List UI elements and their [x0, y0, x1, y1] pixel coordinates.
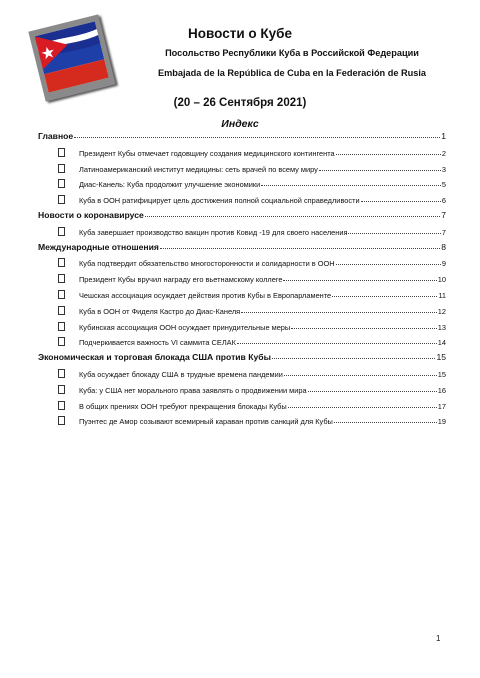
toc-page-number: 1 [441, 131, 446, 141]
embassy-name-spanish: Embajada de la República de Cuba en la Federación de Rusia [157, 68, 427, 78]
bullet-box-icon [58, 148, 65, 157]
dot-leader [348, 233, 440, 234]
toc-page-number: 8 [441, 241, 446, 252]
toc-page-number: 19 [437, 417, 446, 427]
toc-entry-title: Пуэнтес де Амор созывают всемирный караван против санкций для Кубы [79, 417, 333, 427]
toc-page-number: 2 [441, 148, 446, 158]
toc-item[interactable] [58, 289, 446, 300]
toc-page-number: 7 [441, 210, 446, 220]
bullet-box-icon [58, 385, 65, 394]
toc-entry-title: Главное [38, 131, 74, 141]
page-number: 1 [436, 634, 441, 643]
toc-item[interactable] [58, 194, 446, 205]
toc-page-number: 16 [437, 385, 446, 395]
toc-entry-title: Куба: у США нет морального права заявлять о продвижении мира [79, 385, 307, 395]
toc-section[interactable] [38, 210, 446, 220]
bullet-box-icon [58, 416, 65, 425]
dot-leader [145, 216, 440, 217]
toc-page-number: 17 [437, 401, 446, 411]
toc-entry-title: Диас-Канель: Куба продолжит улучшение экономики [79, 180, 261, 190]
toc-page-number: 13 [437, 322, 446, 332]
toc-entry-title: Президент Кубы вручил награду его вьетнамскому коллеге [79, 275, 283, 285]
bullet-box-icon [58, 369, 65, 378]
toc-entry-title: Латиноамериканский институт медицины: сеть врачей по всему миру [79, 164, 318, 174]
dot-leader [291, 328, 437, 329]
toc-page-number: 6 [441, 196, 446, 206]
index-heading: Индекс [221, 118, 259, 130]
bullet-box-icon [58, 290, 65, 299]
bullet-box-icon [58, 164, 65, 173]
toc-item[interactable] [58, 415, 446, 426]
bullet-box-icon [58, 195, 65, 204]
bullet-box-icon [58, 274, 65, 283]
toc-entry-title: Куба в ООН от Фиделя Кастро до Диас-Канеля [79, 306, 241, 316]
bullet-box-icon [58, 179, 65, 188]
toc-entry-title: В общих прениях ООН требуют прекращения блокады Кубы [79, 401, 287, 411]
toc-entry-title: Куба в ООН ратифицирует цель достижения полной социальной справедливости [79, 196, 360, 206]
toc-item[interactable] [58, 336, 446, 347]
dot-leader [332, 296, 437, 297]
toc-item[interactable] [58, 321, 446, 332]
bullet-box-icon [58, 337, 65, 346]
toc-item[interactable] [58, 273, 446, 284]
toc-entry-title: Экономическая и торговая блокада США против Кубы [38, 352, 271, 363]
toc-page-number: 12 [437, 306, 446, 316]
dot-leader [283, 280, 436, 281]
toc-page-number: 5 [441, 180, 446, 190]
toc-entry-title: Президент Кубы отмечает годовщину создания медицинского контингента [79, 148, 335, 158]
toc-page-number: 15 [436, 352, 446, 363]
toc-page-number: 9 [441, 259, 446, 269]
toc-entry-title: Куба подтвердит обязательство многосторонности и солидарности в ООН [79, 259, 335, 269]
bullet-box-icon [58, 322, 65, 331]
dot-leader [241, 312, 437, 313]
dot-leader [319, 170, 441, 171]
toc-item[interactable] [58, 305, 446, 316]
document-title: Новости о Кубе [188, 26, 292, 41]
dot-leader [237, 343, 437, 344]
dot-leader [284, 375, 437, 376]
toc-entry-title: Кубинская ассоциация ООН осуждает принудительные меры [79, 322, 291, 332]
dot-leader [334, 422, 437, 423]
toc-page-number: 14 [437, 338, 446, 348]
toc-item[interactable] [58, 368, 446, 379]
toc-section[interactable] [38, 242, 446, 252]
toc-entry-title: Международные отношения [38, 241, 159, 252]
dot-leader [336, 154, 441, 155]
toc-page-number: 7 [441, 227, 446, 237]
toc-section[interactable] [38, 131, 446, 141]
toc-entry-title: Куба осуждает блокаду США в трудные времена пандемии [79, 370, 283, 379]
dot-leader [308, 391, 437, 392]
toc-item[interactable] [58, 147, 446, 158]
dot-leader [288, 407, 437, 408]
dot-leader [160, 248, 440, 249]
toc-page-number: 3 [441, 164, 446, 174]
toc-item[interactable] [58, 178, 446, 189]
bullet-box-icon [58, 401, 65, 410]
bullet-box-icon [58, 306, 65, 315]
toc-item[interactable] [58, 163, 446, 174]
dot-leader [361, 201, 441, 202]
bullet-box-icon [58, 227, 65, 236]
dot-leader [272, 358, 436, 359]
dot-leader [261, 185, 441, 186]
toc-item[interactable] [58, 257, 446, 268]
toc-entry-title: Чешская ассоциация осуждает действия против Кубы в Европарламенте [79, 291, 332, 300]
toc-item[interactable] [58, 384, 446, 395]
toc-entry-title: Подчеркивается важность VI саммита СЕЛАК [79, 338, 236, 348]
toc-page-number: 11 [438, 291, 446, 300]
toc-item[interactable] [58, 226, 446, 237]
embassy-name-russian: Посольство Республики Куба в Российской Федерации [165, 48, 419, 58]
date-range: (20 – 26 Сентября 2021) [173, 97, 307, 109]
bullet-box-icon [58, 258, 65, 267]
toc-entry-title: Куба завершает производство вакцин против Ковид -19 для своего населения [79, 227, 348, 237]
toc-entry-title: Новости о коронавирусе [38, 210, 144, 220]
dot-leader [74, 137, 440, 138]
toc-page-number: 15 [437, 370, 446, 379]
toc-item[interactable] [58, 400, 446, 411]
toc-section[interactable] [38, 352, 446, 362]
dot-leader [336, 264, 441, 265]
toc-page-number: 10 [437, 275, 446, 285]
